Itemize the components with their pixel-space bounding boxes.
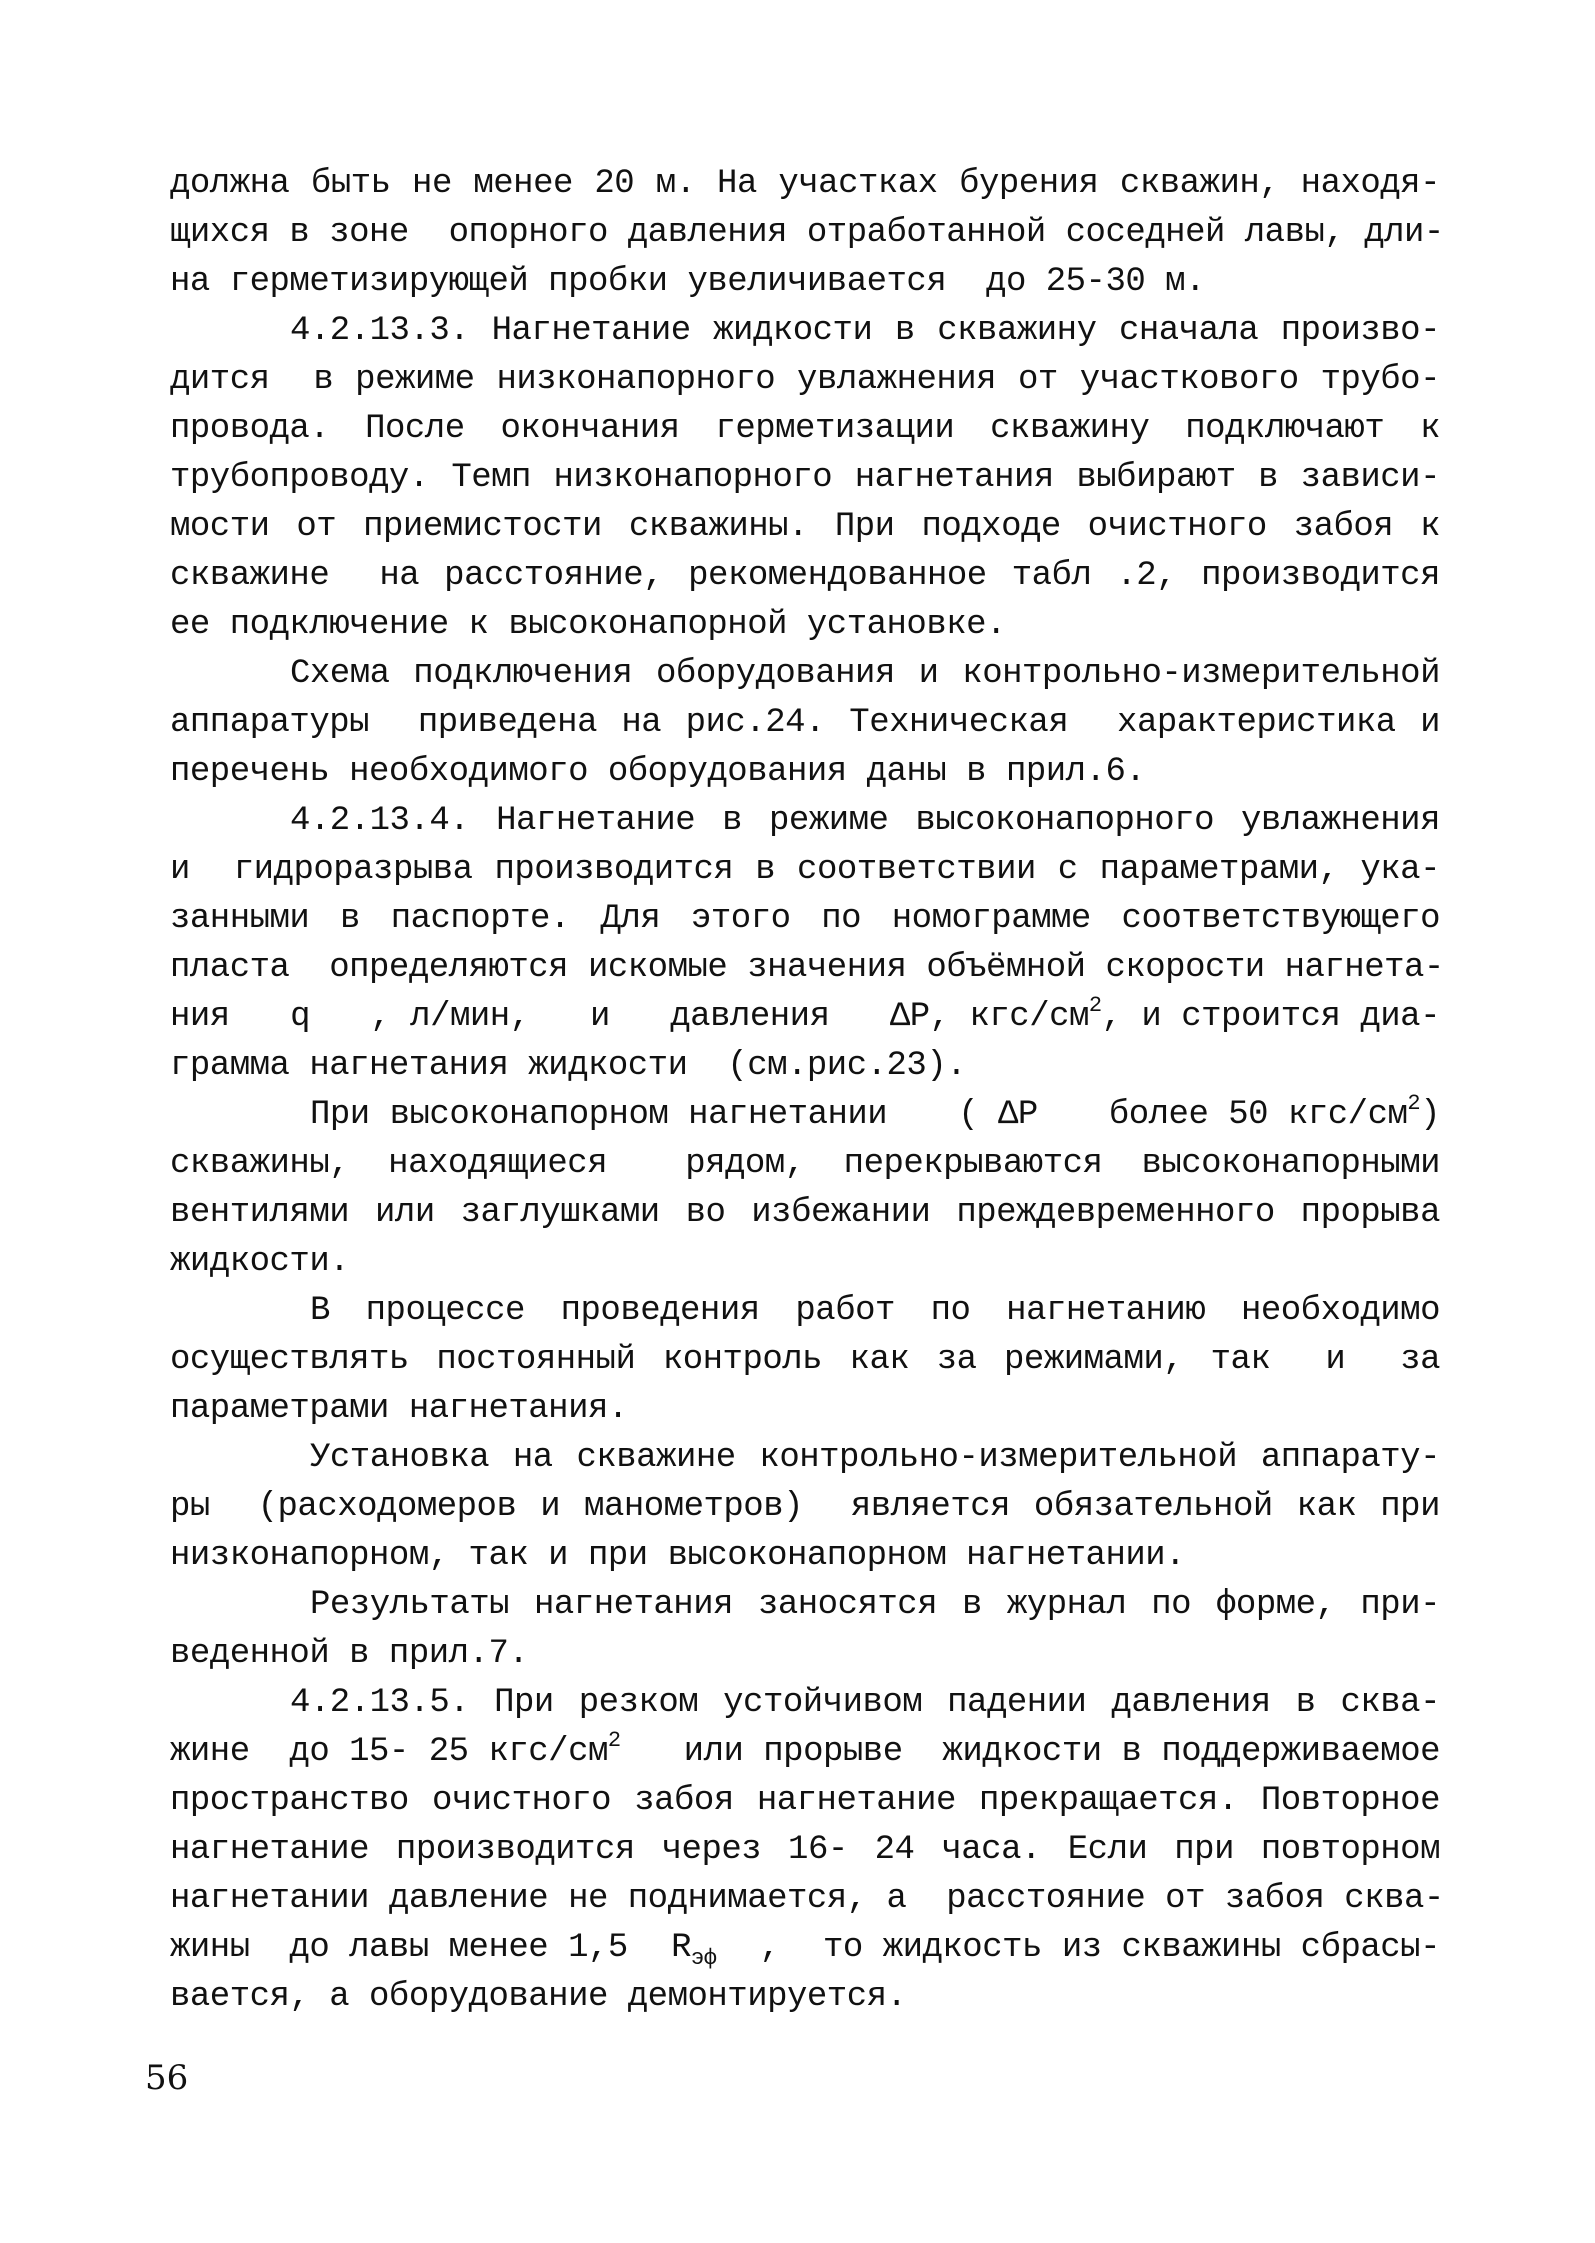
pressure-unit: [1109, 1091, 1440, 1140]
text-line: вается, а оборудование демонтируется.: [170, 1978, 907, 2016]
text-fragment: ния: [170, 998, 230, 1036]
text-line: ры (расходомеров и манометров) является обязательной как при: [170, 1488, 1440, 1526]
effective-radius-symbol: [671, 1924, 716, 1973]
radius-letter: R: [671, 1929, 692, 1967]
text-fragment: , и строится диа-: [1101, 998, 1440, 1036]
text-fragment: При высоконапорном нагнетании: [310, 1096, 888, 1134]
document-page: [170, 160, 1444, 2022]
pressure-unit-text: ΔР, кгс/см: [889, 998, 1089, 1036]
text-line: трубопроводу. Темп низконапорного нагнетания выбирают в зависи-: [170, 459, 1440, 497]
text-line: должна быть не менее 20 м. На участках бурения скважин, находя-: [170, 165, 1440, 203]
text-line: Установка на скважине контрольно-измерительной аппарату-: [310, 1439, 1440, 1477]
text-line: аппаратуры приведена на рис.24. Техническая характеристика и: [170, 704, 1440, 742]
page-number: 56: [145, 2058, 189, 2098]
text-line: занными в паспорте. Для этого по номограмме соответствующего: [170, 900, 1440, 938]
text-line: нагнетании давление не поднимается, а расстояние от забоя сква-: [170, 1880, 1444, 1918]
text-line: параметрами нагнетания.: [170, 1390, 628, 1428]
text-fragment: , л/мин,: [370, 998, 530, 1036]
subscript: эф: [691, 1946, 717, 1971]
formula-line: [170, 1924, 1440, 1973]
section-heading-line: 4.2.13.5. При резком устойчивом падении давления в сква-: [290, 1684, 1440, 1722]
text-fragment: давления: [670, 998, 830, 1036]
text-line: низконапорном, так и при высоконапорном нагнетании.: [170, 1537, 1186, 1575]
section-heading-line: 4.2.13.4. Нагнетание в режиме высоконапорного увлажнения: [290, 802, 1440, 840]
text-line: Результаты нагнетания заносятся в журнал по форме, при-: [310, 1586, 1440, 1624]
section-heading-line: 4.2.13.3. Нагнетание жидкости в скважину сначала произво-: [290, 312, 1440, 350]
text-fragment: жины до лавы менее 1,5: [170, 1929, 628, 1967]
text-line: грамма нагнетания жидкости (см.рис.23).: [170, 1047, 967, 1085]
superscript: 2: [1088, 993, 1102, 1018]
text-line: перечень необходимого оборудования даны в прил.6.: [170, 753, 1146, 791]
text-line: В процессе проведения работ по нагнетанию необходимо: [310, 1292, 1440, 1330]
text-line: нагнетание производится через 16- 24 часа. Если при повторном: [170, 1831, 1440, 1869]
text-line: и гидроразрыва производится в соответствии с параметрами, ука-: [170, 851, 1440, 889]
text-fragment: или прорыве жидкости в поддерживаемое: [663, 1733, 1440, 1771]
text-fragment: жине до 15- 25 кгс/см: [170, 1733, 608, 1771]
text-line: щихся в зоне опорного давления отработанной соседней лавы, дли-: [170, 214, 1444, 252]
text-fragment: то жидкость из скважины сбрасы-: [822, 1929, 1440, 1967]
pressure-unit: [170, 1728, 621, 1777]
text-line: осуществлять постоянный контроль как за режимами, так и за: [170, 1341, 1440, 1379]
text-line: Схема подключения оборудования и контрольно-измерительной: [290, 655, 1440, 693]
superscript: 2: [1407, 1091, 1421, 1116]
text-line: пространство очистного забоя нагнетание прекращается. Повторное: [170, 1782, 1440, 1820]
text-fragment: ( ΔР: [958, 1096, 1038, 1134]
text-line: ее подключение к высоконапорной установке.: [170, 606, 1006, 644]
superscript: 2: [607, 1728, 621, 1753]
formula-line: [170, 993, 1440, 1042]
text-fragment: ): [1420, 1096, 1440, 1134]
text-line: мости от приемистости скважины. При подходе очистного забоя к: [170, 508, 1440, 546]
flow-rate-symbol: q: [290, 998, 310, 1036]
pressure-unit-text: более 50 кгс/см: [1108, 1096, 1408, 1134]
text-line: скважине на расстояние, рекомендованное табл .2, производится: [170, 557, 1440, 595]
formula-line: [170, 1091, 1440, 1140]
text-line: пласта определяются искомые значения объёмной скорости нагнета-: [170, 949, 1444, 987]
formula-line: [170, 1728, 1440, 1777]
text-fragment: ,: [759, 1929, 780, 1967]
text-line: провода. После окончания герметизации скважину подключают к: [170, 410, 1440, 448]
text-line: дится в режиме низконапорного увлажнения от участкового трубо-: [170, 361, 1440, 399]
text-line: скважины, находящиеся рядом, перекрываются высоконапорными: [170, 1145, 1440, 1183]
text-fragment: и: [589, 998, 610, 1036]
text-line: на герметизирующей пробки увеличивается до 25-30 м.: [170, 263, 1205, 301]
text-line: вентилями или заглушками во избежании преждевременного прорыва: [170, 1194, 1440, 1232]
pressure-unit: [890, 993, 1440, 1042]
text-line: веденной в прил.7.: [170, 1635, 529, 1673]
text-line: жидкости.: [170, 1243, 350, 1281]
